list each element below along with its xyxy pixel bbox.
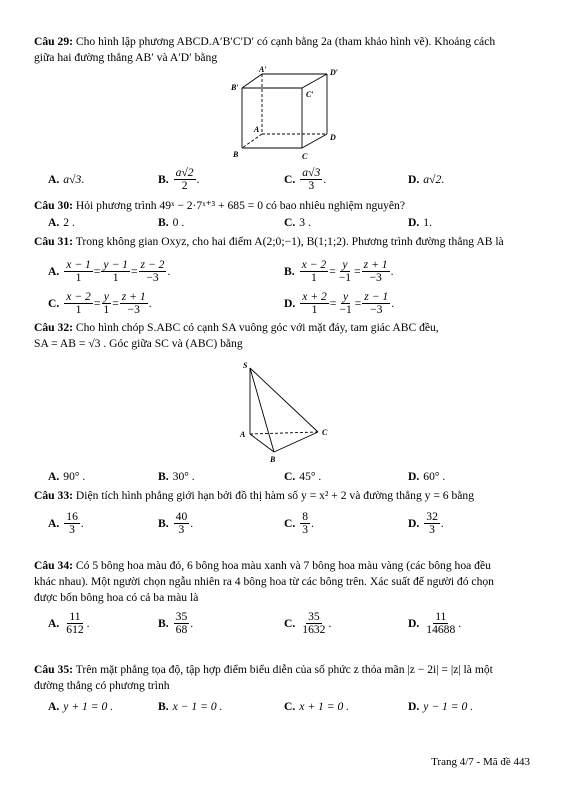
fraction: $\frac{a√2}{2}$ <box>175 165 194 192</box>
question-text: Trên mặt phẳng tọa độ, tập hợp điểm biểu diễn của số phức z thỏa mãn |z − 2i| = |z| là một <box>75 663 493 676</box>
question-text: giữa hai đường thẳng AB′ và A′D′ bằng <box>34 51 218 64</box>
choice-d[interactable]: D. $\frac{32}{3}$ . <box>408 509 444 536</box>
choices-q31-row1 <box>34 256 534 286</box>
choice-b[interactable]: B. x − 1 = 0 . <box>158 699 223 713</box>
question-label: Câu 32: <box>34 321 73 334</box>
choice-a[interactable]: A. 90° . <box>48 469 86 483</box>
question-text: được bốn bông hoa có cả ba màu là <box>34 591 199 604</box>
choices-q35 <box>34 698 534 714</box>
question-text: Trong không gian Oxyz, cho hai điểm A(2;0;−1), B(1;1;2). Phương trình đường thẳng AB là <box>75 235 504 248</box>
question-text: khác nhau). Một người chọn ngẫu nhiên ra 4 bông hoa từ các bông trên. Xác suất để người đó chọn <box>34 575 494 588</box>
choice-c[interactable]: C. 45° . <box>284 469 322 483</box>
choice-b[interactable]: B. $\frac{40}{3}$ . <box>158 509 194 536</box>
cube-vertex-label: D <box>330 133 336 142</box>
pyramid-vertex-label: C <box>322 428 328 437</box>
cube-vertex-label: C′ <box>306 90 314 99</box>
choice-d[interactable]: D. 1. <box>408 215 432 229</box>
choice-c[interactable]: C. x + 1 = 0 . <box>284 699 350 713</box>
question-34 <box>34 558 534 606</box>
choice-a[interactable]: A. a√3 . <box>48 172 85 186</box>
cube-vertex-label: B <box>233 150 239 159</box>
question-label: Câu 33: <box>34 489 73 502</box>
choice-b[interactable]: B. 0 . <box>158 215 185 229</box>
cube-figure <box>222 66 352 166</box>
question-text: SA = AB = √3 . Góc giữa SC và (ABC) bằng <box>34 337 243 350</box>
question-label: Câu 30: <box>34 199 73 212</box>
question-32 <box>34 320 534 352</box>
choice-a[interactable]: A. $\frac{16}{3}$ . <box>48 509 84 536</box>
question-31 <box>34 234 534 250</box>
choice-a[interactable]: A. y + 1 = 0 . <box>48 699 114 713</box>
choice-c[interactable]: C. $\frac{35}{1632}$ . <box>284 609 332 636</box>
cube-vertex-label: D′ <box>330 68 339 77</box>
question-text: đường thẳng có phương trình <box>34 679 170 692</box>
question-text: Diện tích hình phẳng giới hạn bởi đồ thị hàm số y = x² + 2 và đường thẳng y = 6 bằng <box>75 489 475 502</box>
question-label: Câu 29: <box>34 35 73 48</box>
question-text: Cho hình chóp S.ABC có cạnh SA vuông góc với mặt đáy, tam giác ABC đều, <box>75 321 439 334</box>
cube-vertex-label: B′ <box>231 83 239 92</box>
choice-a[interactable]: A. $\frac{x - 1}{1}$ = $\frac{y - 1}{1}$ = $\frac{z - 2}{-3}$ . <box>48 257 171 284</box>
choice-d[interactable]: D. y − 1 = 0 . <box>408 699 474 713</box>
cube-vertex-label: A′ <box>259 66 267 74</box>
question-29 <box>34 34 534 66</box>
pyramid-figure <box>238 358 338 466</box>
choice-c[interactable]: C. 3 . <box>284 215 311 229</box>
fraction: $\frac{a√3}{3}$ <box>302 165 321 192</box>
choices-q32 <box>34 468 534 484</box>
pyramid-vertex-label: B <box>270 455 276 464</box>
choice-b[interactable]: B. $\frac{a√2}{2}$ . <box>158 165 200 192</box>
choice-a[interactable]: A. $\frac{11}{612}$ . <box>48 609 90 636</box>
choice-b[interactable]: B. $\frac{35}{68}$ . <box>158 609 194 636</box>
question-label: Câu 31: <box>34 235 73 248</box>
choice-d[interactable]: D. $\frac{11}{14688}$ . <box>408 609 462 636</box>
choices-q30 <box>34 214 534 230</box>
choices-q31-row2 <box>34 288 534 318</box>
cube-vertex-label: A <box>254 125 260 134</box>
question-33 <box>34 488 534 504</box>
choice-a[interactable]: A. 2 . <box>48 215 75 229</box>
question-text: Có 5 bông hoa màu đỏ, 6 bông hoa màu xanh và 7 bông hoa màu vàng (các bông hoa đều <box>75 559 491 572</box>
choice-d[interactable]: D. a√2 . <box>408 172 445 186</box>
question-label: Câu 34: <box>34 559 73 572</box>
choices-q34 <box>34 608 534 638</box>
question-text: Cho hình lập phương ABCD.A′B′C′D′ có cạnh bằng 2a (tham khảo hình vẽ). Khoảng cách <box>75 35 496 48</box>
page-footer: Trang 4/7 - Mã đề 443 <box>431 756 530 768</box>
choices-q33 <box>34 508 534 538</box>
question-label: Câu 35: <box>34 663 73 676</box>
pyramid-vertex-label: A <box>240 430 246 439</box>
choice-d[interactable]: D. $\frac{x + 2}{1}$ = $\frac{y}{-1}$ = $\frac{z - 1}{-3}$ . <box>284 289 395 316</box>
choice-c[interactable]: C. $\frac{a√3}{3}$ . <box>284 165 327 192</box>
choices-q29 <box>34 164 534 194</box>
question-30 <box>34 198 534 214</box>
choice-b[interactable]: B. 30° . <box>158 469 195 483</box>
question-35 <box>34 662 534 694</box>
choice-c[interactable]: C. $\frac{x - 2}{1}$ = $\frac{y}{1}$ = $\frac{z + 1}{-3}$ . <box>48 289 152 316</box>
question-text: Hỏi phương trình 49ˣ − 2·7ˣ⁺³ + 685 = 0 có bao nhiêu nghiệm nguyên? <box>75 199 405 212</box>
cube-vertex-label: C <box>302 152 308 161</box>
choice-d[interactable]: D. 60° . <box>408 469 446 483</box>
choice-b[interactable]: B. $\frac{x - 2}{1}$ = $\frac{y}{-1}$ = $\frac{z + 1}{-3}$ . <box>284 257 394 284</box>
pyramid-vertex-label: S <box>243 361 248 370</box>
choice-c[interactable]: C. $\frac{8}{3}$ . <box>284 509 314 536</box>
